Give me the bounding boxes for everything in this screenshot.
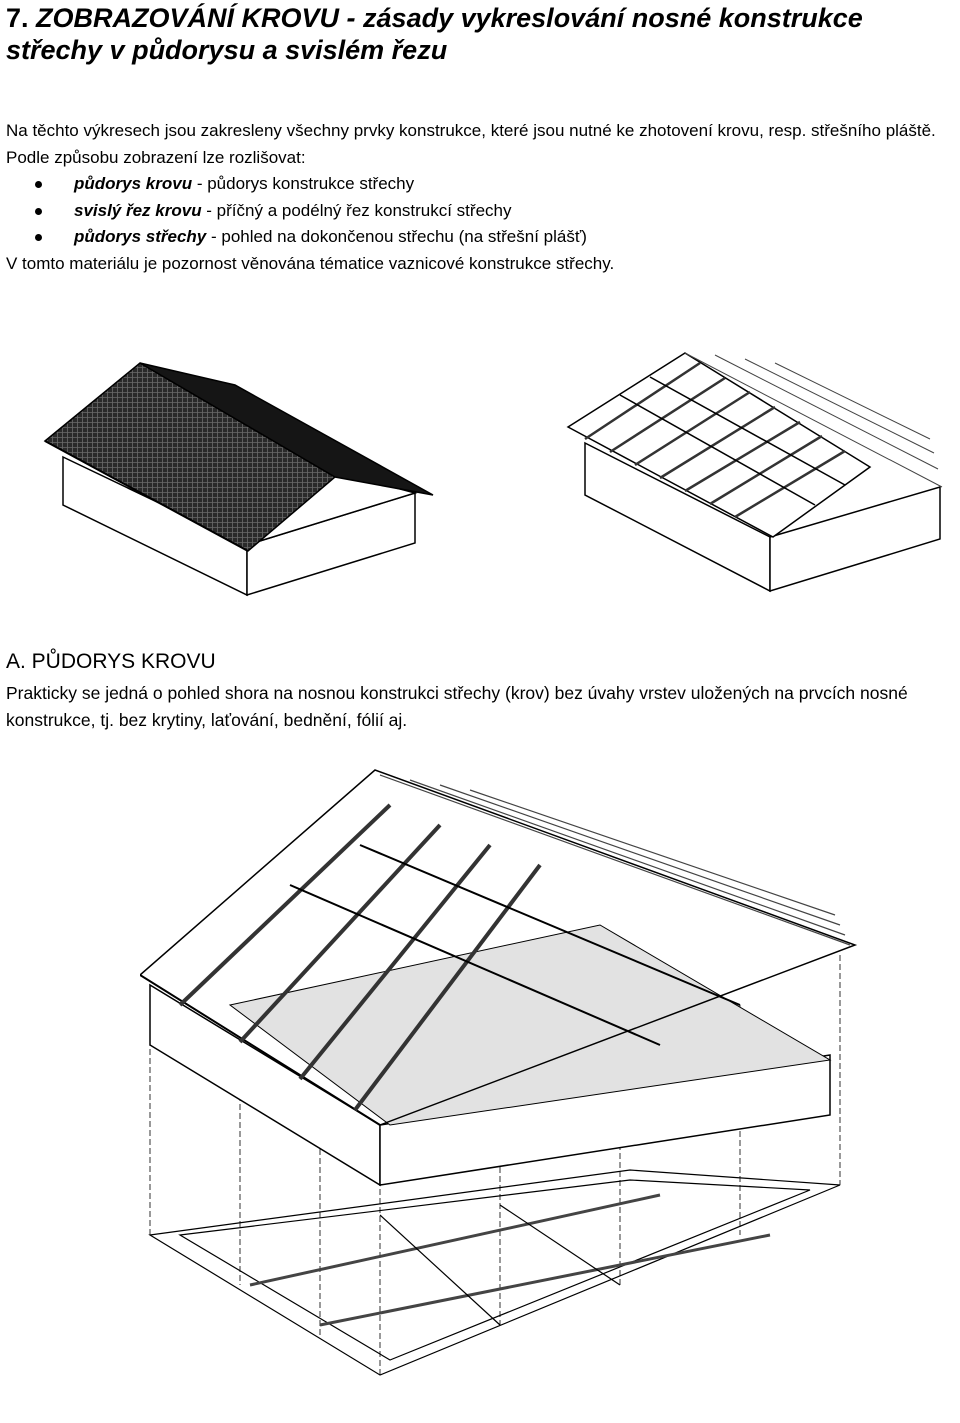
intro-block (6, 118, 946, 277)
chapter-number: 7. (6, 3, 29, 33)
bullet-icon (35, 208, 42, 215)
term: svislý řez krovu (74, 200, 202, 220)
list-item (6, 198, 946, 225)
list-item (6, 224, 946, 251)
roof-truss-house-illustration (560, 345, 960, 605)
battens (380, 775, 850, 945)
section-heading: A. PŮDORYS KROVU (6, 650, 216, 673)
finished-roof-house-illustration (30, 345, 450, 605)
chapter-title: ZOBRAZOVÁNÍ KROVU - zásady vykreslování nosné konstrukce střechy v půdorysu a svislém řezu (6, 3, 863, 65)
term: půdorys střechy (74, 227, 207, 246)
term-description: - příčný a podélný řez konstrukcí střechy (201, 200, 512, 220)
term-description: - půdorys konstrukce střechy (192, 174, 415, 193)
intro-sentence: Na těchto výkresech jsou zakresleny všechny prvky konstrukce, které jsou nutné ke zhotovení krovu, resp. střešního pláště. (6, 121, 936, 140)
term-description: - pohled na dokončenou střechu (na střešní plášť) (206, 227, 587, 246)
section-text: Prakticky se jedná o pohled shora na nosnou konstrukci střechy (krov) bez úvahy vrstev uložených na prvcích nosné konstrukce, tj. bez krytiny, laťování, bednění, fólií aj. (6, 683, 908, 730)
definition-list (6, 171, 946, 251)
floor-plan (150, 1170, 840, 1375)
intro-lead: Podle způsobu zobrazení lze rozlišovat: (6, 147, 306, 167)
bullet-icon (35, 234, 42, 241)
bullet-icon (35, 181, 42, 188)
roof-truss-projection-to-plan-illustration (140, 765, 880, 1415)
closing-sentence: V tomto materiálu je pozornost věnována tématice vaznicové konstrukce střechy. (6, 253, 615, 273)
term: půdorys krovu (74, 174, 193, 193)
page-title (6, 2, 956, 66)
list-item (6, 171, 946, 198)
